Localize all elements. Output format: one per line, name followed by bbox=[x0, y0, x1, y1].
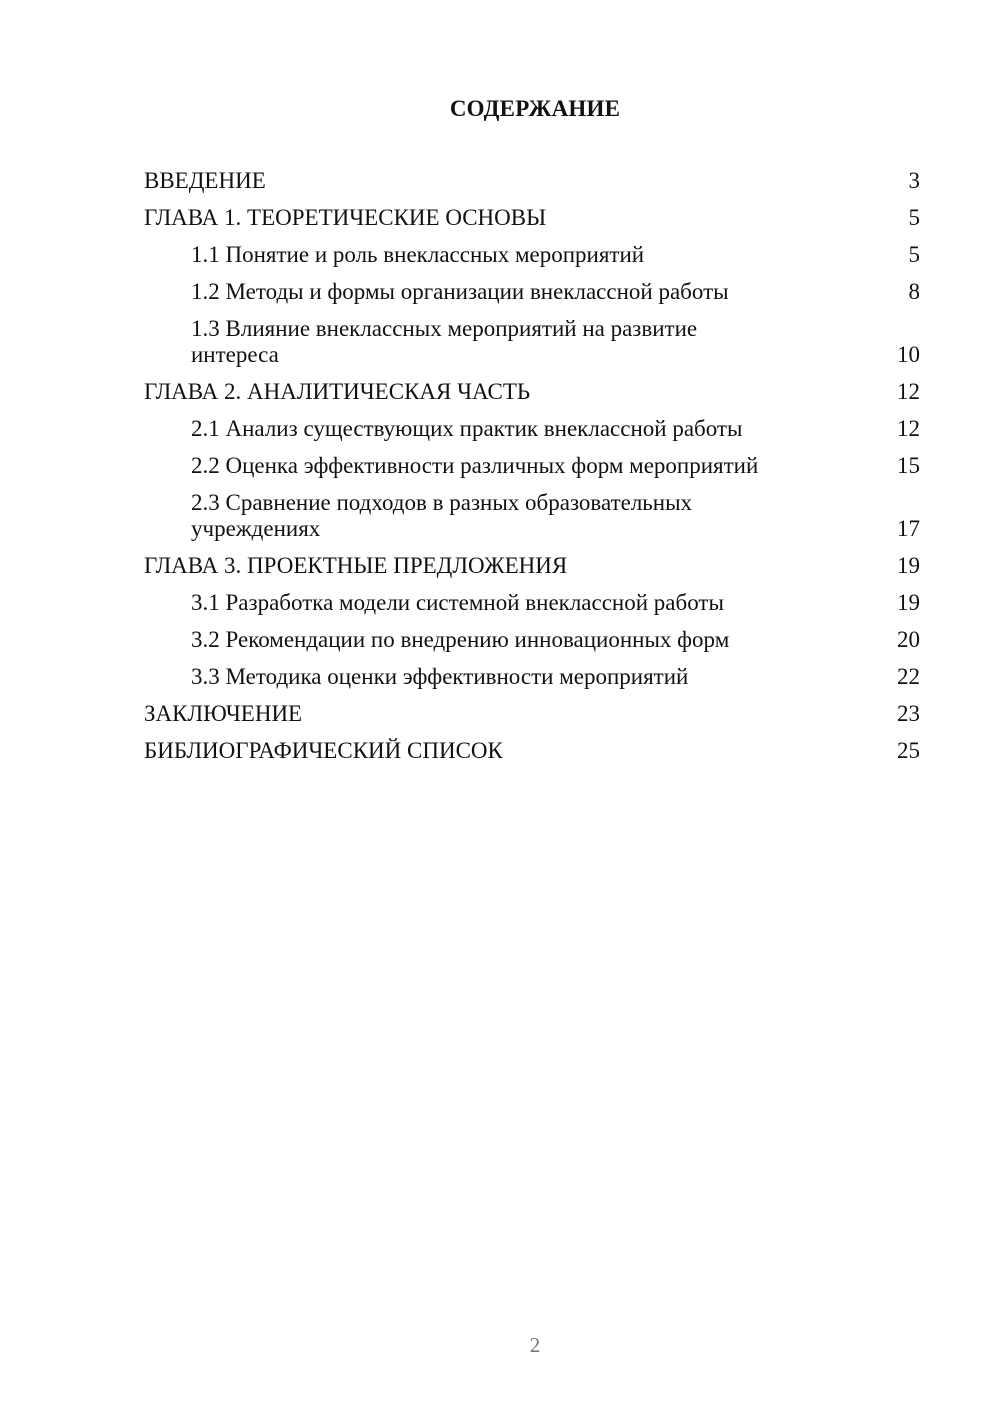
toc-entry bbox=[144, 590, 920, 616]
toc-entry-label: ГЛАВА 2. АНАЛИТИЧЕСКАЯ ЧАСТЬ bbox=[144, 379, 531, 404]
toc-entry-page: 5 bbox=[908, 242, 920, 267]
toc-entry-page: 23 bbox=[897, 701, 920, 726]
toc-entry-label: 3.2 Рекомендации по внедрению инновационных форм bbox=[191, 627, 730, 652]
toc-entry-label: ГЛАВА 1. ТЕОРЕТИЧЕСКИЕ ОСНОВЫ bbox=[144, 205, 547, 230]
toc-entry-page: 12 bbox=[897, 379, 920, 404]
toc-entry bbox=[144, 316, 920, 368]
toc-entry-label: 2.2 Оценка эффективности различных форм мероприятий bbox=[191, 453, 759, 478]
toc-entry-label: 2.3 Сравнение подходов в разных образовательных учреждениях bbox=[191, 490, 693, 541]
toc-entry-label: ВВЕДЕНИЕ bbox=[144, 168, 266, 193]
toc-entry-page: 15 bbox=[897, 453, 920, 478]
toc-entry bbox=[144, 701, 920, 727]
toc-entry bbox=[144, 453, 920, 479]
toc-entry-label: ГЛАВА 3. ПРОЕКТНЫЕ ПРЕДЛОЖЕНИЯ bbox=[144, 553, 568, 578]
toc-entry bbox=[144, 242, 920, 268]
toc-entry-label: 3.1 Разработка модели системной внеклассной работы bbox=[191, 590, 724, 615]
table-of-contents bbox=[144, 168, 920, 775]
toc-entry-label: 3.3 Методика оценки эффективности мероприятий bbox=[191, 664, 689, 689]
toc-entry bbox=[144, 553, 920, 579]
toc-entry bbox=[144, 416, 920, 442]
toc-entry-label: БИБЛИОГРАФИЧЕСКИЙ СПИСОК bbox=[144, 738, 503, 763]
toc-entry bbox=[144, 168, 920, 194]
toc-entry-page: 8 bbox=[908, 279, 920, 304]
toc-entry bbox=[144, 279, 920, 305]
toc-entry-page: 20 bbox=[897, 627, 920, 652]
toc-entry-page: 17 bbox=[897, 516, 920, 541]
toc-entry-page: 10 bbox=[897, 342, 920, 367]
toc-entry-page: 22 bbox=[897, 664, 920, 689]
page-number: 2 bbox=[529, 1333, 541, 1357]
toc-entry-page: 19 bbox=[897, 553, 920, 578]
toc-entry-page: 19 bbox=[897, 590, 920, 615]
toc-entry bbox=[144, 664, 920, 690]
toc-entry bbox=[144, 738, 920, 764]
toc-entry bbox=[144, 490, 920, 542]
toc-entry-page: 3 bbox=[908, 168, 920, 193]
toc-entry-label: 1.2 Методы и формы организации внеклассной работы bbox=[191, 279, 729, 304]
toc-entry-label: 2.1 Анализ существующих практик внеклассной работы bbox=[191, 416, 743, 441]
toc-entry bbox=[144, 379, 920, 405]
toc-entry-page: 12 bbox=[897, 416, 920, 441]
toc-title: СОДЕРЖАНИЕ bbox=[449, 96, 621, 121]
toc-entry-page: 25 bbox=[897, 738, 920, 763]
toc-entry-page: 5 bbox=[908, 205, 920, 230]
toc-entry bbox=[144, 205, 920, 231]
toc-entry bbox=[144, 627, 920, 653]
toc-entry-label: 1.1 Понятие и роль внеклассных мероприятий bbox=[191, 242, 645, 267]
toc-entry-label: ЗАКЛЮЧЕНИЕ bbox=[144, 701, 303, 726]
toc-entry-label: 1.3 Влияние внеклассных мероприятий на развитие интереса bbox=[191, 316, 698, 367]
